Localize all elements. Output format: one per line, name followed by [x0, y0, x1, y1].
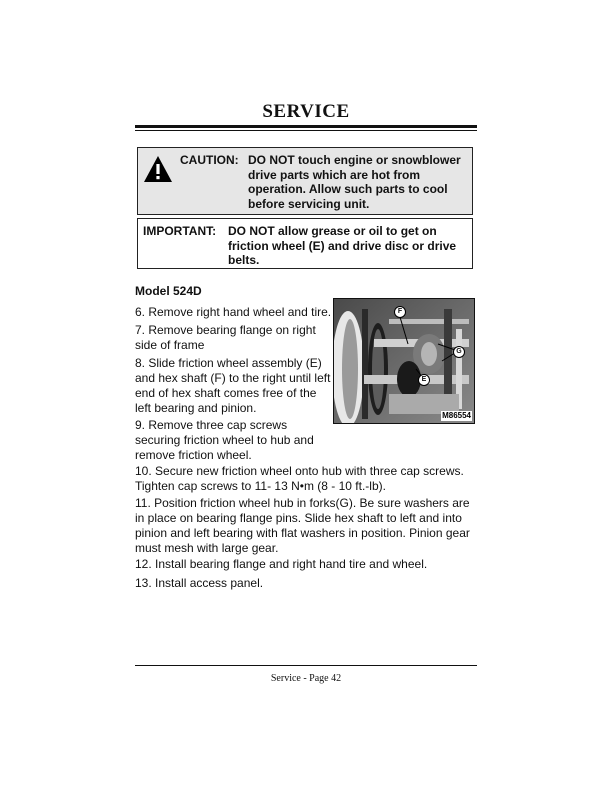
step-8	[135, 356, 330, 416]
step-line: 9. Remove three cap screws	[135, 418, 288, 432]
step-line: securing friction wheel to hub and	[135, 433, 314, 447]
step-line: 11. Position friction wheel hub in forks(G). Be sure washers are	[135, 496, 470, 510]
step-line: 10. Secure new friction wheel onto hub with three cap screws.	[135, 464, 464, 478]
step-7	[135, 323, 316, 353]
important-box	[137, 218, 473, 269]
step-9	[135, 418, 314, 463]
step-line: left bearing and pinion.	[135, 401, 257, 415]
step-line: and hex shaft (F) to the right until left	[135, 371, 331, 385]
step-11	[135, 496, 470, 556]
important-line: belts.	[228, 253, 260, 267]
model-heading: Model 524D	[135, 284, 202, 298]
step-6	[135, 305, 331, 320]
title-rule-thick	[135, 125, 477, 128]
page-footer: Service - Page 42	[270, 673, 342, 684]
step-line: 12. Install bearing flange and right hand tire and wheel.	[135, 557, 428, 571]
step-12	[135, 557, 427, 572]
caution-line: drive parts which are hot from	[248, 167, 421, 182]
page-title: SERVICE	[262, 101, 350, 122]
step-line: must mesh with large gear.	[135, 541, 279, 555]
figure-id: M86554	[442, 411, 471, 420]
callout-e: E	[418, 374, 430, 386]
title-rule-thin	[135, 130, 477, 131]
important-line: DO NOT allow grease or oil to get on	[228, 224, 437, 238]
callout-g: G	[453, 346, 465, 358]
friction-wheel-photo	[333, 298, 475, 424]
photo-illustration	[334, 299, 474, 423]
step-line: remove friction wheel.	[135, 448, 252, 462]
step-line: 7. Remove bearing flange on right	[135, 323, 316, 337]
step-line: Tighten cap screws to 11- 13 N•m (8 - 10 ft.-lb).	[135, 479, 386, 493]
step-line: 6. Remove right hand wheel and tire.	[135, 305, 332, 319]
step-line: in place on bearing flange pins. Slide hex shaft to left and into	[135, 511, 462, 525]
caution-line: before servicing unit.	[248, 196, 370, 211]
important-text	[228, 224, 456, 268]
important-label: IMPORTANT:	[143, 224, 217, 238]
step-line: 13. Install access panel.	[135, 576, 264, 590]
caution-label: CAUTION:	[180, 153, 239, 167]
step-line: 8. Slide friction wheel assembly (E)	[135, 356, 322, 370]
footer-rule	[135, 665, 477, 666]
caution-box	[137, 147, 473, 215]
callout-f: F	[394, 306, 406, 318]
caution-line: DO NOT touch engine or snowblower	[248, 153, 461, 167]
step-13	[135, 576, 263, 591]
warning-triangle-icon	[143, 155, 173, 183]
important-line: friction wheel (E) and drive disc or drive	[228, 238, 457, 253]
step-line: side of frame	[135, 338, 205, 352]
caution-line: operation. Allow such parts to cool	[248, 182, 448, 196]
step-line: end of hex shaft comes free of the	[135, 386, 317, 400]
caution-text	[248, 153, 468, 211]
step-10	[135, 464, 464, 494]
step-line: pinion and left bearing with flat washers in position. Pinion gear	[135, 526, 470, 540]
